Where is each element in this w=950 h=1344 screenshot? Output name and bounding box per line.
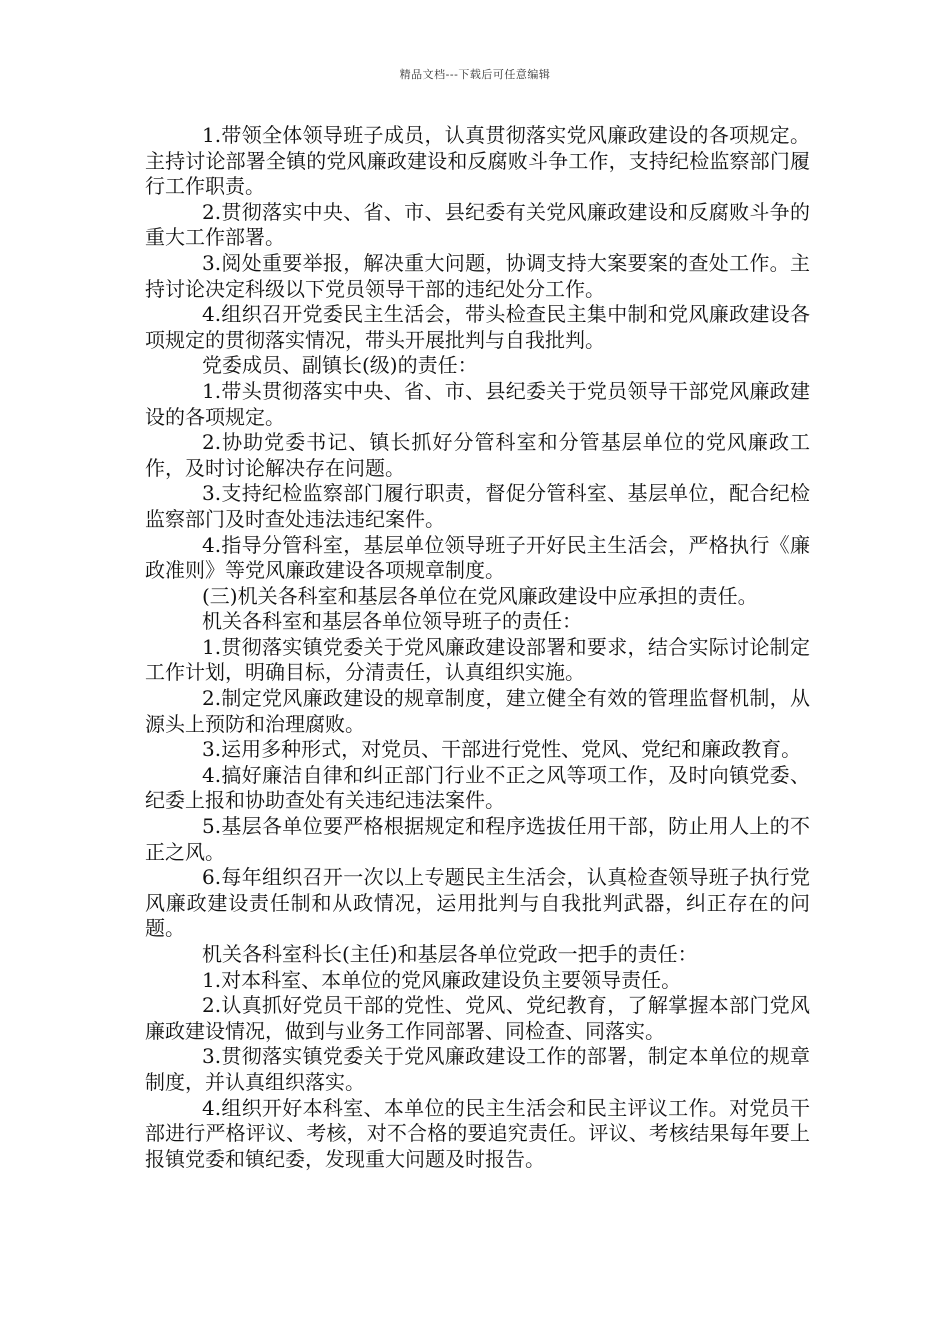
section-heading: 机关各科室和基层各单位领导班子的责任： <box>202 609 582 634</box>
paragraph: 5.基层各单位要严格根据规定和程序选拔任用干部，防止用人上的不正之风。 <box>145 814 810 864</box>
paragraph: 3.运用多种形式，对党员、干部进行党性、党风、党纪和廉政教育。 <box>202 737 802 762</box>
paragraph: 1.贯彻落实镇党委关于党风廉政建设部署和要求，结合实际讨论制定工作计划，明确目标，分清责任，认真组织实施。 <box>145 634 810 685</box>
section-heading: (三)机关各科室和基层各单位在党风廉政建设中应承担的责任。 <box>202 583 758 608</box>
paragraph: 2.协助党委书记、镇长抓好分管科室和分管基层单位的党风廉政工作，及时讨论解决存在问题。 <box>145 430 810 480</box>
paragraph: 6.每年组织召开一次以上专题民主生活会，认真检查领导班子执行党风廉政建设责任制和从政情况，运用批判与自我批判武器，纠正存在的问题。 <box>145 865 810 941</box>
document-body <box>145 123 810 1172</box>
paragraph: 2.认真抓好党员干部的党性、党风、党纪教育，了解掌握本部门党风廉政建设情况，做到与业务工作同部署、同检查、同落实。 <box>145 993 810 1043</box>
paragraph: 3.阅处重要举报，解决重大问题，协调支持大案要案的查处工作。主持讨论决定科级以下党员领导干部的违纪处分工作。 <box>145 250 810 301</box>
paragraph: 4.组织开好本科室、本单位的民主生活会和民主评议工作。对党员干部进行严格评议、考核，对不合格的要追究责任。评议、考核结果每年要上报镇党委和镇纪委，发现重大问题及时报告。 <box>145 1095 810 1171</box>
paragraph: 1.对本科室、本单位的党风廉政建设负主要领导责任。 <box>202 967 682 992</box>
paragraph: 4.组织召开党委民主生活会，带头检查民主集中制和党风廉政建设各项规定的贯彻落实情况，带头开展批判与自我批判。 <box>145 302 810 352</box>
paragraph: 1.带领全体领导班子成员，认真贯彻落实党风廉政建设的各项规定。主持讨论部署全镇的党风廉政建设和反腐败斗争工作，支持纪检监察部门履行工作职责。 <box>145 123 810 199</box>
paragraph: 2.制定党风廉政建设的规章制度，建立健全有效的管理监督机制，从源头上预防和治理腐败。 <box>145 686 810 736</box>
paragraph: 3.支持纪检监察部门履行职责，督促分管科室、基层单位，配合纪检监察部门及时查处违法违纪案件。 <box>145 481 810 531</box>
paragraph: 2.贯彻落实中央、省、市、县纪委有关党风廉政建设和反腐败斗争的重大工作部署。 <box>145 199 810 250</box>
paragraph: 4.搞好廉洁自律和纠正部门行业不正之风等项工作，及时向镇党委、纪委上报和协助查处有关违纪违法案件。 <box>145 762 810 813</box>
paragraph: 1.带头贯彻落实中央、省、市、县纪委关于党员领导干部党风廉政建设的各项规定。 <box>145 378 810 429</box>
page-header: 精品文档---下载后可任意编辑 <box>399 68 551 81</box>
section-heading: 机关各科室科长(主任)和基层各单位党政一把手的责任： <box>202 942 698 966</box>
section-heading: 党委成员、副镇长(级)的责任： <box>202 353 478 378</box>
paragraph: 3.贯彻落实镇党委关于党风廉政建设工作的部署，制定本单位的规章制度，并认真组织落实。 <box>145 1044 810 1094</box>
paragraph: 4.指导分管科室，基层单位领导班子开好民主生活会，严格执行《廉政准则》等党风廉政建设各项规章制度。 <box>145 532 810 583</box>
